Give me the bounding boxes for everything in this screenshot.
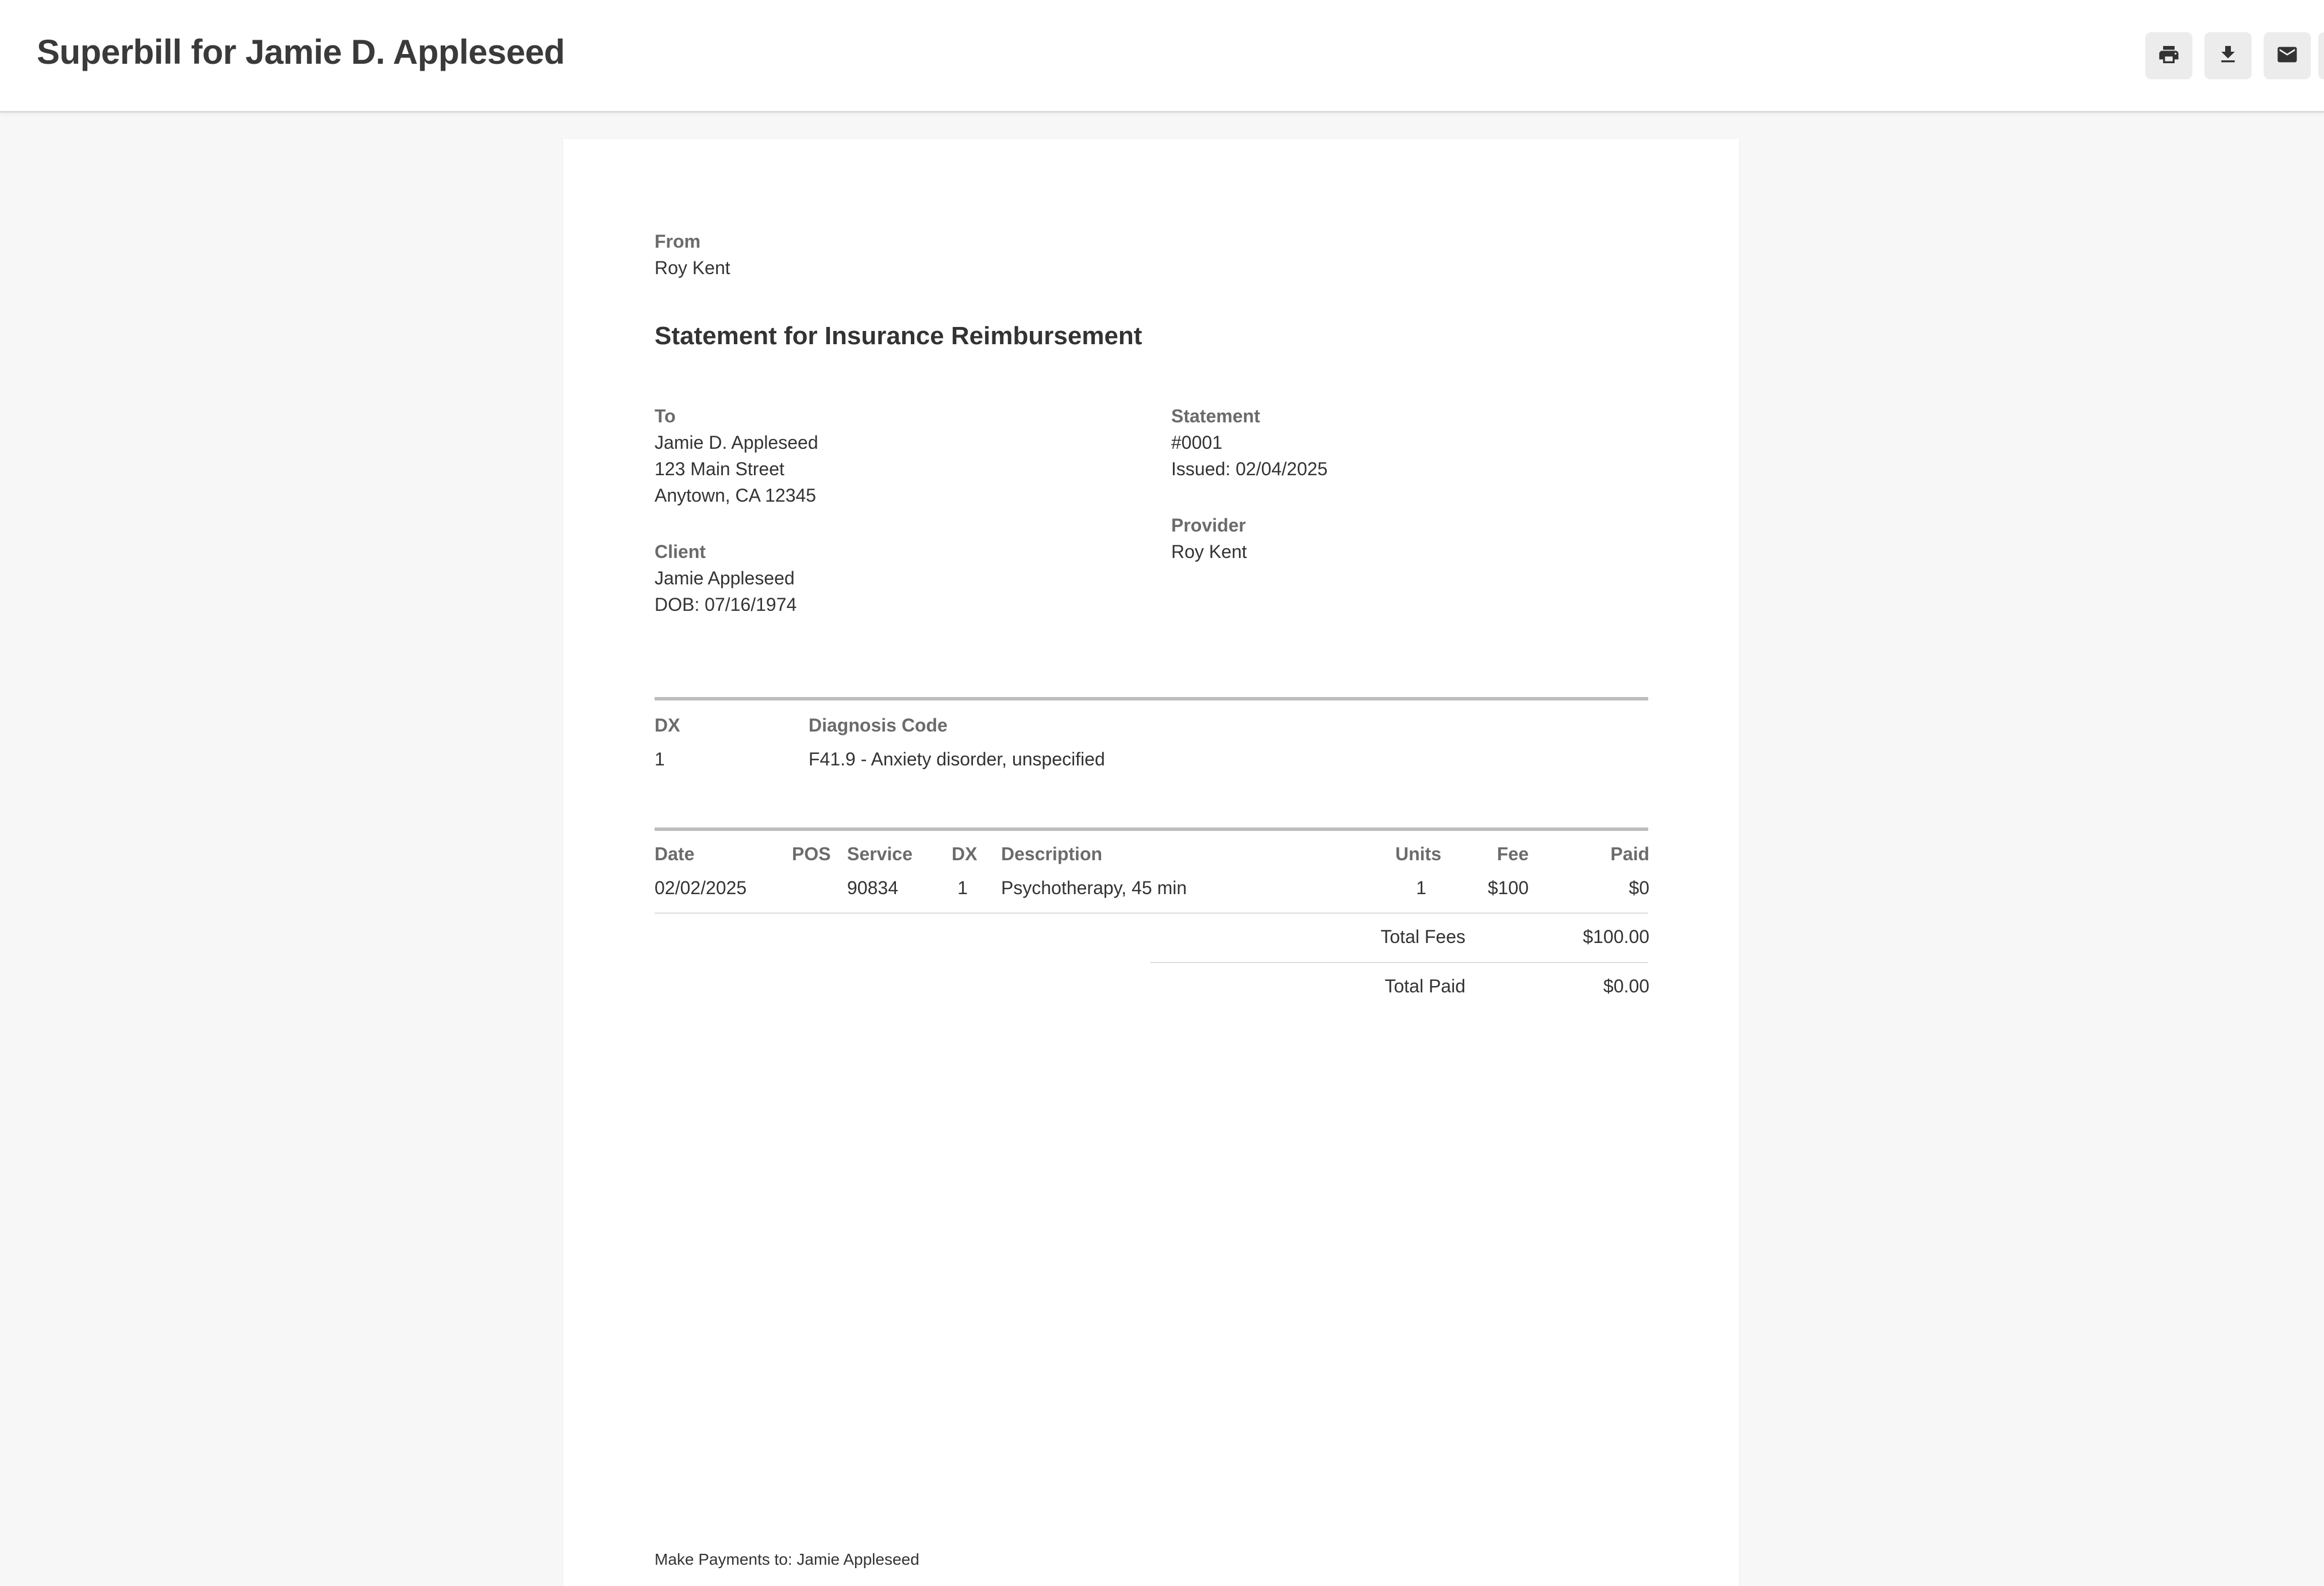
description-cell: Psychotherapy, 45 min (1001, 877, 1187, 898)
download-button[interactable] (2204, 32, 2252, 79)
printer-icon (2157, 43, 2180, 69)
more-button-partial[interactable] (2318, 32, 2324, 79)
total-fees-value: $100.00 (1583, 926, 1649, 947)
diagnosis-code-header: Diagnosis Code (809, 715, 948, 736)
row-divider (655, 913, 1648, 914)
page-title: Superbill for Jamie D. Appleseed (37, 33, 565, 71)
client-label: Client (655, 541, 706, 562)
to-line: Jamie D. Appleseed (655, 432, 818, 453)
mail-icon (2276, 43, 2299, 69)
statement-number: #0001 (1171, 432, 1222, 453)
dx-header: DX (655, 715, 680, 736)
dx-cell: 1 (655, 749, 665, 769)
client-name: Jamie Appleseed (655, 568, 795, 588)
statement-heading: Statement for Insurance Reimbursement (655, 322, 1142, 350)
date-header: Date (655, 844, 695, 864)
fee-header: Fee (1496, 844, 1529, 864)
total-paid-value: $0.00 (1603, 976, 1649, 996)
description-header: Description (1001, 844, 1103, 864)
client-dob: DOB: 07/16/1974 (655, 594, 797, 615)
dx-table-rule (655, 697, 1648, 700)
dx-header: DX (952, 844, 978, 864)
dx-cell: 1 (957, 877, 968, 898)
units-header: Units (1395, 844, 1441, 864)
statement-label: Statement (1171, 406, 1260, 426)
provider-label: Provider (1171, 515, 1246, 536)
paid-cell: $0 (1629, 877, 1649, 898)
from-value: Roy Kent (655, 257, 730, 278)
date-cell: 02/02/2025 (655, 877, 747, 898)
pos-header: POS (792, 844, 831, 864)
diagnosis-cell: F41.9 - Anxiety disorder, unspecified (809, 749, 1105, 769)
totals-divider (1151, 962, 1648, 963)
to-label: To (655, 406, 676, 426)
to-line: Anytown, CA 12345 (655, 485, 817, 506)
payment-note: Make Payments to: Jamie Appleseed (655, 1550, 919, 1568)
fee-cell: $100 (1487, 877, 1529, 898)
services-table-rule (655, 827, 1648, 831)
statement-issued: Issued: 02/04/2025 (1171, 459, 1328, 479)
print-button[interactable] (2145, 32, 2192, 79)
superbill-document (563, 139, 1739, 1586)
to-line: 123 Main Street (655, 459, 784, 479)
total-paid-label: Total Paid (1384, 976, 1465, 996)
provider-value: Roy Kent (1171, 541, 1247, 562)
units-cell: 1 (1416, 877, 1426, 898)
from-label: From (655, 231, 701, 252)
email-button[interactable] (2264, 32, 2311, 79)
paid-header: Paid (1610, 844, 1649, 864)
total-fees-label: Total Fees (1380, 926, 1465, 947)
top-bar (0, 0, 2324, 113)
service-cell: 90834 (847, 877, 898, 898)
download-icon (2217, 43, 2240, 69)
service-header: Service (847, 844, 913, 864)
